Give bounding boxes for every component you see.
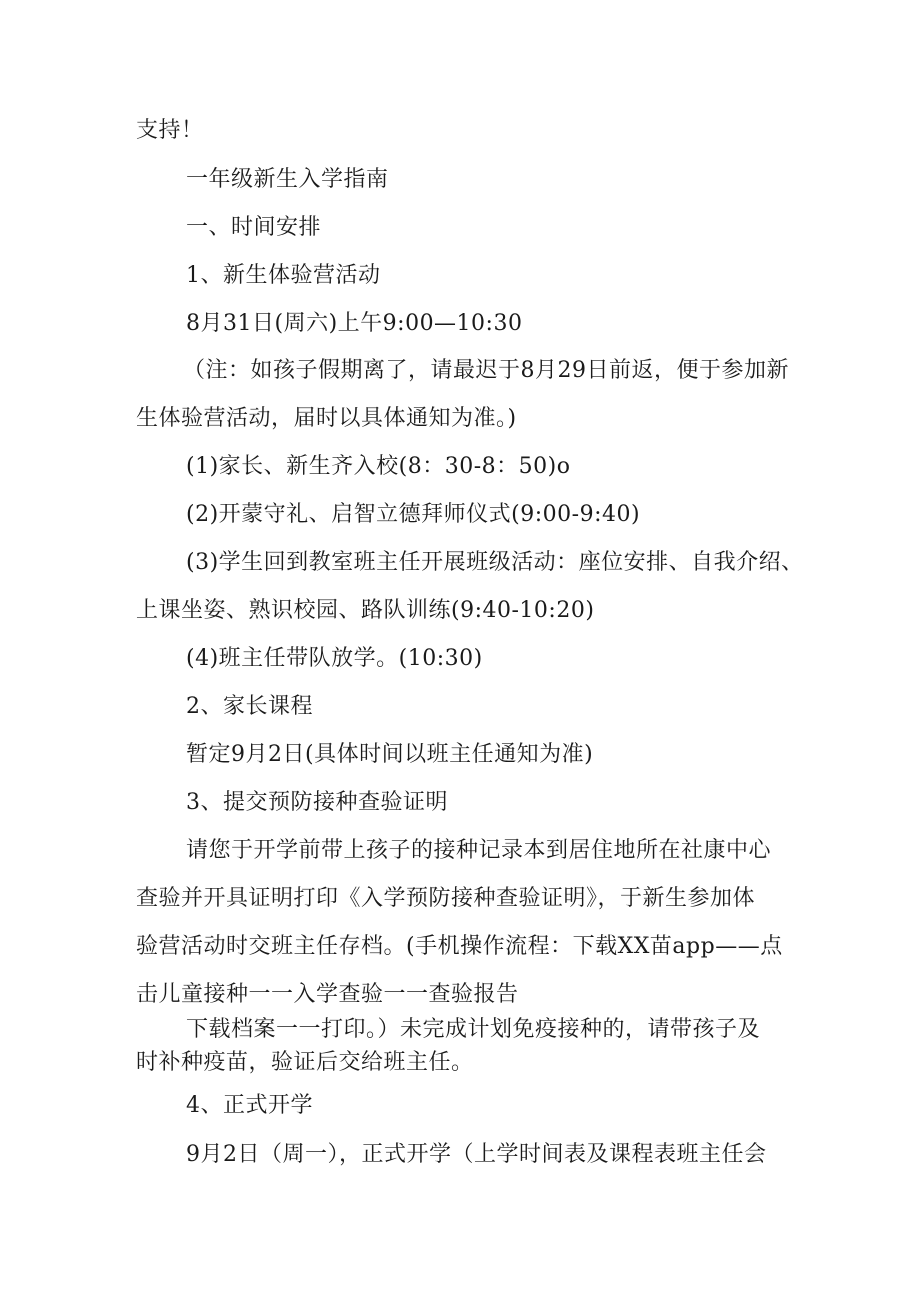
guide-title: 一年级新生入学指南 bbox=[186, 167, 389, 192]
list-item: (2)开蒙守礼、启智立德拜师仪式(9:00-9:40) bbox=[186, 502, 641, 527]
text-line: 9月2日（周一），正式开学（上学时间表及课程表班主任会 bbox=[186, 1142, 767, 1167]
subsection-heading: 4、正式开学 bbox=[186, 1093, 313, 1118]
text-line: 支持！ bbox=[136, 118, 204, 143]
text-line: 暂定9月2日(具体时间以班主任通知为准) bbox=[186, 742, 594, 767]
subsection-heading: 1、新生体验营活动 bbox=[186, 263, 381, 288]
list-item: (1)家长、新生齐入校(8：30-8：50)o bbox=[186, 454, 571, 479]
list-item: (4)班主任带队放学。(10:30) bbox=[186, 646, 483, 671]
text-line: 击儿童接种一一入学查验一一查验报告 bbox=[136, 982, 519, 1007]
text-line: 时补种疫苗，验证后交给班主任。 bbox=[136, 1050, 474, 1075]
text-line: 请您于开学前带上孩子的接种记录本到居住地所在社康中心 bbox=[186, 838, 772, 863]
text-line: 查验并开具证明打印《入学预防接种查验证明》，于新生参加体 bbox=[136, 886, 756, 911]
section-heading: 一、时间安排 bbox=[186, 215, 322, 240]
subsection-heading: 2、家长课程 bbox=[186, 694, 313, 719]
text-line: 上课坐姿、熟识校园、路队训练(9:40-10:20) bbox=[136, 598, 595, 623]
subsection-heading: 3、提交预防接种查验证明 bbox=[186, 790, 448, 815]
text-line: 验营活动时交班主任存档。(手机操作流程：下载XX苗app——点 bbox=[136, 934, 783, 959]
text-line: 下载档案一一打印。）未完成计划免疫接种的，请带孩子及 bbox=[186, 1017, 761, 1042]
text-line: （注：如孩子假期离了，请最迟于8月29日前返，便于参加新 bbox=[183, 358, 789, 383]
list-item: (3)学生回到教室班主任开展班级活动：座位安排、自我介绍、 bbox=[186, 550, 804, 575]
text-line: 8月31日(周六)上午9:00—10:30 bbox=[186, 311, 523, 336]
text-line: 生体验营活动，届时以具体通知为准。) bbox=[136, 406, 517, 431]
